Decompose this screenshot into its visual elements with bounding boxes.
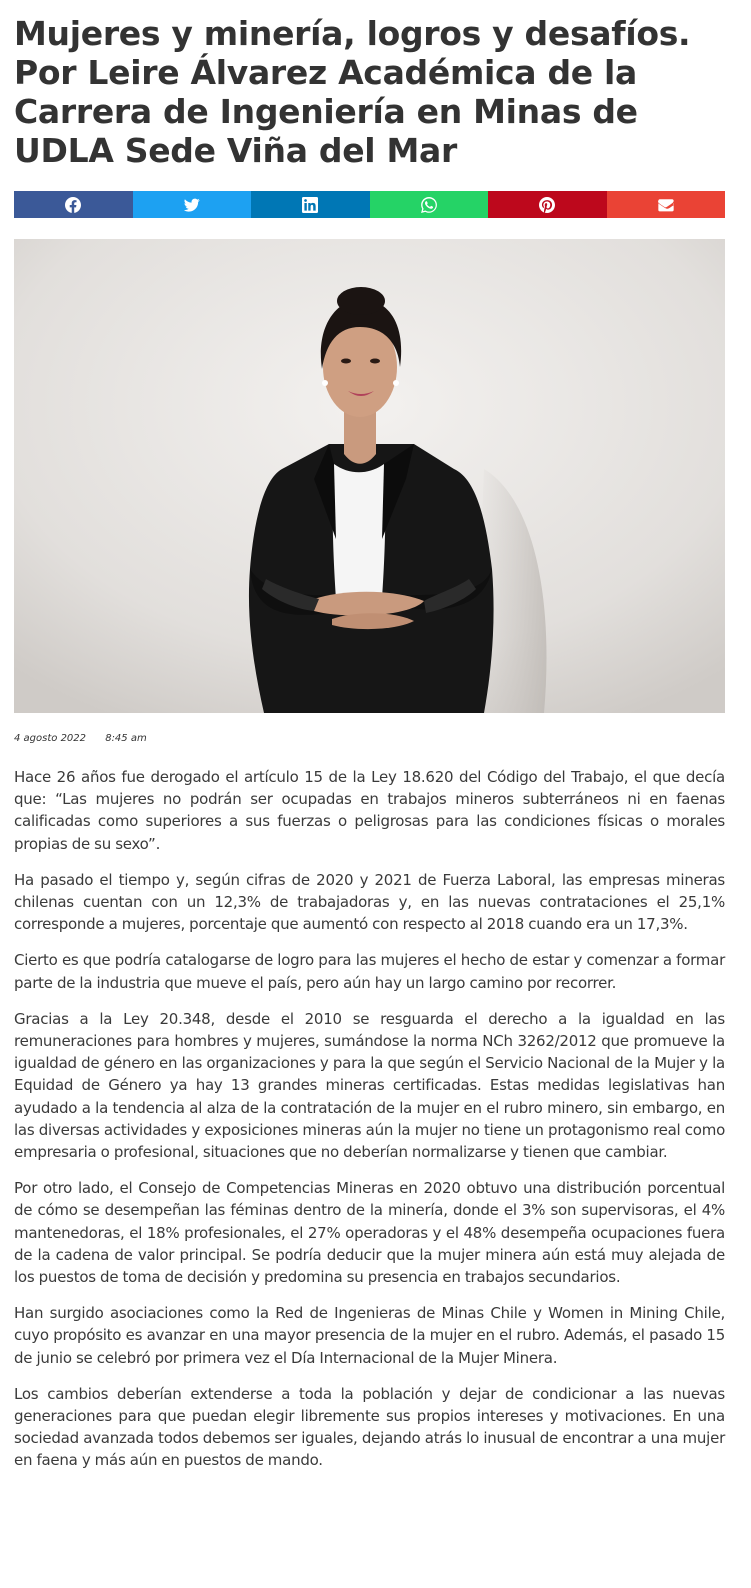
paragraph: Hace 26 años fue derogado el artículo 15 de la Ley 18.620 del Código del Trabajo, el que decía que: “Las mujeres no podrán ser ocupadas en trabajos mineros subterráneos ni en faenas calificadas como superiores a sus fuerzas o peligrosas para las condiciones físicas o morales propias de su sexo”. [14, 768, 725, 853]
share-twitter-button[interactable] [133, 191, 252, 218]
portrait-image [14, 239, 725, 713]
publish-date: 4 agosto 2022 [14, 733, 87, 744]
paragraph: Cierto es que podría catalogarse de logro para las mujeres el hecho de estar y comenzar a formar parte de la industria que mueve el país, pero aún hay un largo camino por recorrer. [14, 951, 725, 992]
paragraph: Gracias a la Ley 20.348, desde el 2010 se resguarda el derecho a la igualdad en las remuneraciones para hombres y mujeres, sumándose la norma NCh 3262/2012 que promueve la igualdad de género en las organizaciones y para la que según el Servicio Nacional de la Mujer y la Equidad de Género ya hay 13 grandes mineras certificadas. Estas medidas legislativas han ayudado a la tendencia al alza de la contratación de la mujer en el rubro minero, sin embargo, en las diversas actividades y exposiciones mineras aún la mujer no tiene un protagonismo real como empresaria o profesional, situaciones que no deberían normalizarse y tienen que cambiar. [14, 1009, 725, 1162]
linkedin-icon [302, 197, 318, 213]
pinterest-icon [539, 197, 555, 213]
paragraph: Por otro lado, el Consejo de Competencias Mineras en 2020 obtuvo una distribución porcentual de cómo se desempeñan las féminas dentro de la minería, donde el 3% son supervisoras, el 4% mantenedoras, el 18% profesionales, el 27% operadoras y el 48% desempeña ocupaciones fuera de la cadena de valor principal. Se podría deducir que la mujer minera aún está muy alejada de los puestos de toma de decisión y predomina su presencia en trabajos secundarios. [14, 1179, 725, 1287]
paragraph: Han surgido asociaciones como la Red de Ingenieras de Minas Chile y Women in Mining Chile, cuyo propósito es avanzar en una mayor presencia de la mujer en el rubro. Además, el pasado 15 de junio se celebró por primera vez el Día Internacional de la Mujer Minera. [14, 1304, 725, 1367]
twitter-icon [184, 197, 200, 213]
share-linkedin-button[interactable] [251, 191, 370, 218]
article [14, 0, 725, 1470]
share-whatsapp-button[interactable] [370, 191, 489, 218]
envelope-icon [658, 197, 674, 213]
publish-time: 8:45 am [105, 733, 147, 744]
article-body [14, 766, 725, 1486]
paragraph: Los cambios deberían extenderse a toda la población y dejar de condicionar a las nuevas generaciones para que puedan elegir libremente sus propios intereses y motivaciones. En una sociedad avanzada todos debemos ser iguales, dejando atrás lo inusual de encontrar a una mujer en faena y más aún en puestos de mando. [14, 1384, 725, 1470]
share-email-button[interactable] [607, 191, 726, 218]
facebook-icon [65, 197, 81, 213]
share-bar [14, 191, 725, 218]
article-title: Mujeres y minería, logros y desafíos. Por Leire Álvarez Académica de la Carrera de Ingeniería en Minas de UDLA Sede Viña del Mar [14, 14, 691, 170]
paragraph: Ha pasado el tiempo y, según cifras de 2020 y 2021 de Fuerza Laboral, las empresas mineras chilenas cuentan con un 12,3% de trabajadoras y, en las nuevas contrataciones el 25,1% corresponde a mujeres, porcentaje que aumentó con respecto al 2018 cuando era un 17,3%. [14, 870, 725, 934]
article-photo [14, 239, 725, 713]
article-meta [14, 733, 163, 744]
whatsapp-icon [421, 197, 437, 213]
share-facebook-button[interactable] [14, 191, 133, 218]
share-pinterest-button[interactable] [488, 191, 607, 218]
